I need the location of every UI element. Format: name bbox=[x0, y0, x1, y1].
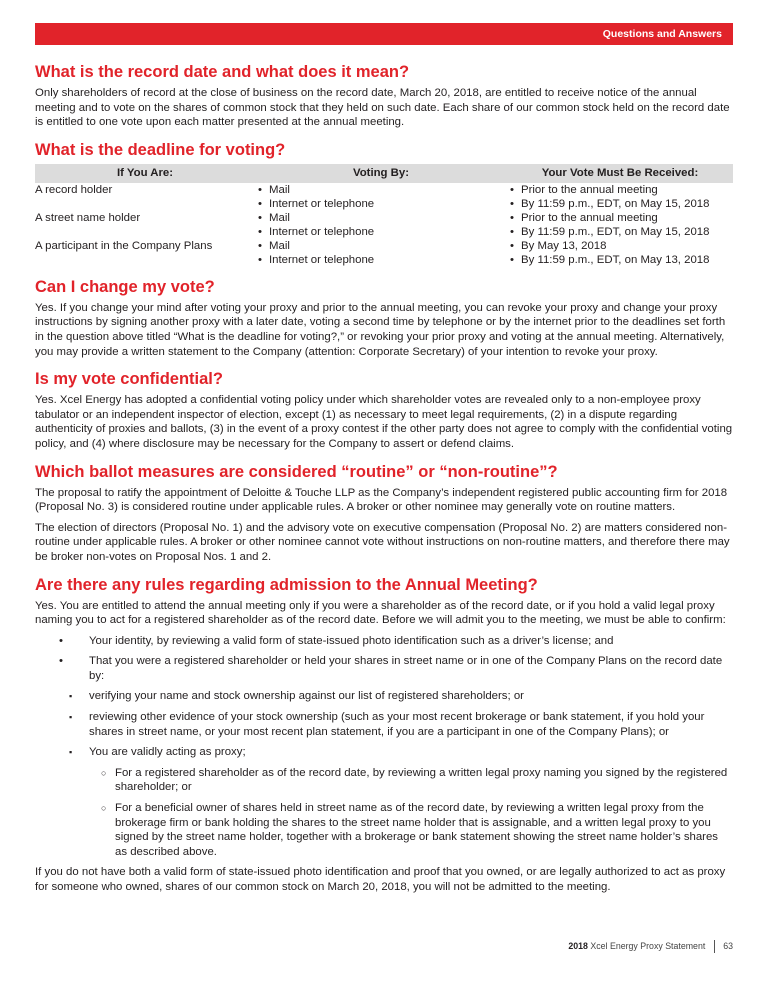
voting-deadline-table bbox=[35, 164, 733, 267]
table-cell-by bbox=[255, 211, 507, 239]
list-item: • Prior to the annual meeting bbox=[507, 183, 733, 197]
section-routine bbox=[35, 462, 733, 565]
heading-confidential: Is my vote confidential? bbox=[35, 370, 223, 389]
list-item: • By 11:59 p.m., EDT, on May 15, 2018 bbox=[507, 225, 733, 239]
list-item: • By 11:59 p.m., EDT, on May 13, 2018 bbox=[507, 253, 733, 267]
section-confidential bbox=[35, 369, 733, 451]
table-row bbox=[35, 183, 733, 211]
list-item-text: You are validly acting as proxy; bbox=[89, 746, 246, 759]
paragraph-admission-intro: Yes. You are entitled to attend the annual meeting only if you were a shareholder as of the record date, or if you hold a valid legal proxy naming you to act for a registered shareholder as of the record date. Before we will admit you to the meeting, we must be able to confirm: bbox=[35, 599, 726, 627]
heading-change-vote: Can I change my vote? bbox=[35, 277, 215, 296]
admission-sublist bbox=[69, 689, 733, 859]
square-bullet-icon: ▪ bbox=[69, 691, 73, 702]
paragraph-record-date: Only shareholders of record at the close of business on the record date, March 20, 2018, are entitled to receive notice of the annual meeting and to vote on the shares of common stock that they held on such date. Each share of our common stock held on the record date is entitled to one vote upon each matter presented at the annual meeting. bbox=[35, 87, 730, 129]
list-item bbox=[35, 654, 733, 859]
list-item: • By 11:59 p.m., EDT, on May 15, 2018 bbox=[507, 197, 733, 211]
table-header: Voting By: bbox=[255, 164, 507, 183]
list-item bbox=[35, 634, 733, 649]
table-row bbox=[35, 239, 733, 267]
list-item-text: For a registered shareholder as of the record date, by reviewing a written legal proxy naming you signed by the registered shareholder; or bbox=[115, 766, 728, 794]
paragraph-routine-2: The election of directors (Proposal No. 1) and the advisory vote on executive compensation (Proposal No. 2) are matters considered non-routine under applicable rules. A broker or other nominee cannot vote without instructions on non-routine matters, and therefore there may be broker non-votes on Proposal Nos. 1 and 2. bbox=[35, 521, 730, 563]
page-number: 63 bbox=[723, 940, 733, 951]
list-item bbox=[69, 745, 733, 859]
circle-bullet-icon: ○ bbox=[101, 803, 107, 814]
paragraph-admission-closing: If you do not have both a valid form of state-issued photo identification and proof that you owned, or are legally authorized to act as proxy for someone who owned, shares of our common stock on March 20, 2018, you will not be admitted to the meeting. bbox=[35, 866, 726, 893]
section-deadline bbox=[35, 140, 733, 267]
square-bullet-icon: ▪ bbox=[69, 712, 73, 723]
list-item: • Prior to the annual meeting bbox=[507, 211, 733, 225]
square-bullet-icon: ▪ bbox=[69, 747, 73, 758]
list-item-text: For a beneficial owner of shares held in street name as of the record date, by reviewing a written legal proxy from the brokerage firm or bank holding the shares to the street name holder that is assignable, and a written legal proxy to you signed by the street name holder, together with a brokerage or bank statement showing the street name holder’s shares as described above. bbox=[115, 802, 719, 858]
paragraph-confidential: Yes. Xcel Energy has adopted a confidential voting policy under which shareholder votes are revealed only to a non-employee proxy tabulator or an independent inspector of election, except (1) as necessary to meet legal requirements, (2) in a dispute regarding authenticity of proxies and ballots, (3) in the event of a proxy contest if the other party does not agree to comply with the confidential voting policy, and (4) where disclosure may be necessary for the Company to assert or defend claims. bbox=[35, 394, 733, 450]
paragraph-routine-1: The proposal to ratify the appointment of Deloitte & Touche LLP as the Company’s independent registered public accounting firm for 2018 (Proposal No. 3) is considered routine under applicable rules. A broker or other nominee may generally vote on routine matters. bbox=[35, 486, 728, 514]
table-cell-by bbox=[255, 183, 507, 211]
heading-routine: Which ballot measures are considered “routine” or “non-routine”? bbox=[35, 462, 558, 481]
list-item: • Mail bbox=[255, 183, 507, 197]
list-item: • By May 13, 2018 bbox=[507, 239, 733, 253]
list-item-text: Your identity, by reviewing a valid form of state-issued photo identification such as a driver’s license; and bbox=[89, 634, 614, 647]
footer-divider bbox=[714, 940, 715, 953]
proxy-sublist bbox=[89, 766, 733, 860]
table-cell-who: A participant in the Company Plans bbox=[35, 239, 213, 252]
heading-record-date: What is the record date and what does it mean? bbox=[35, 63, 410, 81]
list-item: • Mail bbox=[255, 239, 507, 253]
table-header: Your Vote Must Be Received: bbox=[507, 164, 733, 183]
list-item bbox=[103, 766, 733, 795]
list-item: • Internet or telephone bbox=[255, 197, 507, 211]
table-header: If You Are: bbox=[35, 164, 255, 183]
section-header-title: Questions and Answers bbox=[602, 28, 722, 40]
footer-year: 2018 bbox=[568, 940, 588, 951]
table-cell-by bbox=[255, 239, 507, 267]
bullet-icon: • bbox=[59, 634, 63, 647]
list-item bbox=[69, 689, 733, 704]
table-cell-who: A record holder bbox=[35, 183, 113, 196]
list-item bbox=[103, 801, 733, 859]
page-footer bbox=[568, 940, 733, 953]
table-cell-when bbox=[507, 183, 733, 211]
paragraph-change-vote: Yes. If you change your mind after voting your proxy and prior to the annual meeting, you can revoke your proxy and change your proxy instructions by signing another proxy with a later date, voting a second time by telephone or by the internet prior to the deadlines set forth in the question above titled “What is the deadline for voting?,” or revoking your prior proxy and voting at the annual meeting. Alternatively, you may provide a written statement to the Company (attention: Corporate Secretary) of your intention to revoke your proxy. bbox=[35, 301, 726, 358]
table-cell-when bbox=[507, 211, 733, 239]
heading-deadline: What is the deadline for voting? bbox=[35, 140, 286, 159]
section-admission bbox=[35, 575, 733, 895]
list-item-text: That you were a registered shareholder or held your shares in street name or in one of the Company Plans on the record date by: bbox=[89, 655, 723, 682]
circle-bullet-icon: ○ bbox=[101, 767, 107, 778]
section-change-vote bbox=[35, 277, 733, 359]
list-item: • Internet or telephone bbox=[255, 253, 507, 267]
admission-list bbox=[35, 634, 733, 860]
list-item bbox=[69, 710, 733, 739]
table-cell-who: A street name holder bbox=[35, 211, 141, 224]
section-record-date bbox=[35, 62, 733, 130]
list-item: • Internet or telephone bbox=[255, 225, 507, 239]
heading-admission: Are there any rules regarding admission to the Annual Meeting? bbox=[35, 575, 538, 594]
footer-title: Xcel Energy Proxy Statement bbox=[590, 940, 706, 951]
table-cell-when bbox=[507, 239, 733, 267]
section-header-bar bbox=[35, 23, 733, 45]
bullet-icon: • bbox=[59, 655, 63, 668]
table-row bbox=[35, 211, 733, 239]
page-content bbox=[35, 62, 733, 905]
list-item-text: reviewing other evidence of your stock ownership (such as your most recent brokerage or bank statement, if you hold your shares in street name, or your most recent plan statement, if you are a participant in one of the Company Plans); or bbox=[89, 711, 705, 738]
list-item-text: verifying your name and stock ownership against our list of registered shareholders; or bbox=[89, 690, 524, 703]
list-item: • Mail bbox=[255, 211, 507, 225]
